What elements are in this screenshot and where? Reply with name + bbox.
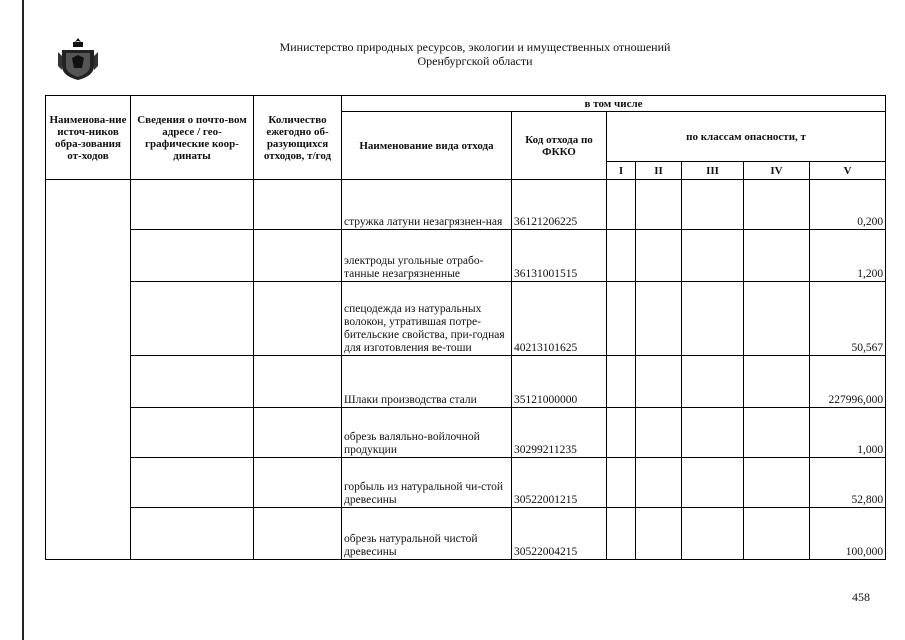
quantity-cell [254,356,342,408]
address-cell [131,180,254,230]
header-class-3: III [682,162,744,180]
quantity-cell [254,230,342,282]
waste-name-cell: электроды угольные отрабо-танные незагрязненные [342,230,512,282]
source-cell [46,180,131,560]
header-class-5: V [810,162,886,180]
header-source: Наименова-ние источ-ников обра-зования от-ходов [46,96,131,180]
address-cell [131,230,254,282]
page-number: 458 [852,590,870,604]
class-5-value: 1,200 [810,230,886,282]
table-row [46,408,886,458]
header-address: Сведения о почто-вом адресе / гео-графические коор-динаты [131,96,254,180]
fkko-code-cell: 30522001215 [512,458,607,508]
fkko-code-cell: 30299211235 [512,408,607,458]
fkko-code-cell: 36131001515 [512,230,607,282]
fkko-code-cell: 36121206225 [512,180,607,230]
coat-of-arms-icon [58,36,98,82]
address-cell [131,282,254,356]
fkko-code-cell: 35121000000 [512,356,607,408]
table-row [46,458,886,508]
fkko-code-cell: 30522004215 [512,508,607,560]
table-row [46,508,886,560]
ministry-title-line1: Министерство природных ресурсов, экологии и имущественных отношений [279,40,671,54]
header-class-4: IV [744,162,810,180]
waste-sources-table [45,95,886,560]
quantity-cell [254,508,342,560]
address-cell [131,458,254,508]
quantity-cell [254,282,342,356]
header-class-1: I [607,162,636,180]
waste-name-cell: обрезь натуральной чистой древесины [342,508,512,560]
scan-edge-line [22,0,24,640]
waste-name-cell: обрезь валяльно-войлочной продукции [342,408,512,458]
header-hazard-classes: по классам опасности, т [607,112,886,162]
class-5-value: 100,000 [810,508,886,560]
header-fkko-code: Код отхода по ФККО [512,112,607,180]
table-row [46,230,886,282]
address-cell [131,356,254,408]
class-5-value: 52,800 [810,458,886,508]
table-row [46,356,886,408]
ministry-header [150,40,800,68]
waste-name-cell: стружка латуни незагрязнен-ная [342,180,512,230]
waste-name-cell: Шлаки производства стали [342,356,512,408]
quantity-cell [254,180,342,230]
header-quantity: Количество ежегодно об-разующихся отходов, т/год [254,96,342,180]
class-5-value: 1,000 [810,408,886,458]
waste-name-cell: горбыль из натуральной чи-стой древесины [342,458,512,508]
address-cell [131,508,254,560]
ministry-title-line2: Оренбургской области [417,54,533,68]
waste-name-cell: спецодежда из натуральных волокон, утратившая потре-бительские свойства, при-годная для изготовления ве-тоши [342,282,512,356]
address-cell [131,408,254,458]
class-5-value: 0,200 [810,180,886,230]
header-waste-name: Наименование вида отхода [342,112,512,180]
quantity-cell [254,408,342,458]
header-class-2: II [636,162,682,180]
table-row [46,282,886,356]
quantity-cell [254,458,342,508]
table-row [46,180,886,230]
header-including: в том числе [342,96,886,112]
fkko-code-cell: 40213101625 [512,282,607,356]
class-5-value: 50,567 [810,282,886,356]
class-5-value: 227996,000 [810,356,886,408]
